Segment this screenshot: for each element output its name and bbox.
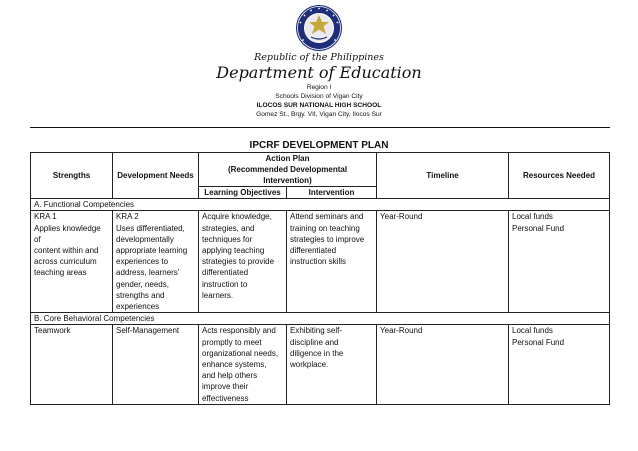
school-name: ILOCOS SUR NATIONAL HIGH SCHOOL [256,102,382,109]
section-title: B. Core Behavioral Competencies [31,313,610,325]
action-plan-header: Action Plan (Recommended Developmental Intervention) [199,153,377,187]
development-needs-cell: KRA 2 Uses differentiated, developmentally appropriate learning experiences to address, learners’ gender, needs, strengths and experiences [113,211,199,313]
development-plan-table [30,152,610,405]
resources-cell: Local funds Personal Fund [509,325,610,404]
strengths-cell: Teamwork [31,325,113,404]
timeline-cell: Year-Round [377,325,509,404]
division-line: Schools Division of Vigan City [275,93,363,100]
resources-cell: Local funds Personal Fund [509,211,610,313]
intervention-cell: Attend seminars and training on teaching strategies to improve differentiated instruction skills [287,211,377,313]
header-divider [30,127,610,128]
region-line: Region I [306,84,332,91]
development-needs-header: Development Needs [113,153,199,199]
learning-objectives-cell: Acquire knowledge, strategies, and techniques for applying teaching strategies to provide differentiated instruction to learners. [199,211,287,313]
learning-objectives-cell: Acts responsibly and promptly to meet organizational needs, enhance systems, and help others improve their effectiveness [199,325,287,404]
department-title: Department of Education [216,63,422,82]
strengths-header: Strengths [31,153,113,199]
school-address: Gomez St., Brgy. VII, Vigan City, Ilocos Sur [256,111,382,118]
timeline-cell: Year-Round [377,211,509,313]
intervention-header: Intervention [287,187,377,199]
table-row [31,325,610,404]
development-needs-cell: Self-Management [113,325,199,404]
deped-seal-icon [295,4,343,52]
learning-objectives-header: Learning Objectives [199,187,287,199]
republic-line: Republic of the Philippines [254,52,384,63]
table-row [31,211,610,313]
intervention-cell: Exhibiting self- discipline and diligence in the workplace. [287,325,377,404]
section-title: A. Functional Competencies [31,199,610,211]
plan-title: IPCRF DEVELOPMENT PLAN [249,140,389,151]
resources-header: Resources Needed [509,153,610,199]
timeline-header: Timeline [377,153,509,199]
strengths-cell: KRA 1 Applies knowledge of content within and across curriculum teaching areas [31,211,113,313]
